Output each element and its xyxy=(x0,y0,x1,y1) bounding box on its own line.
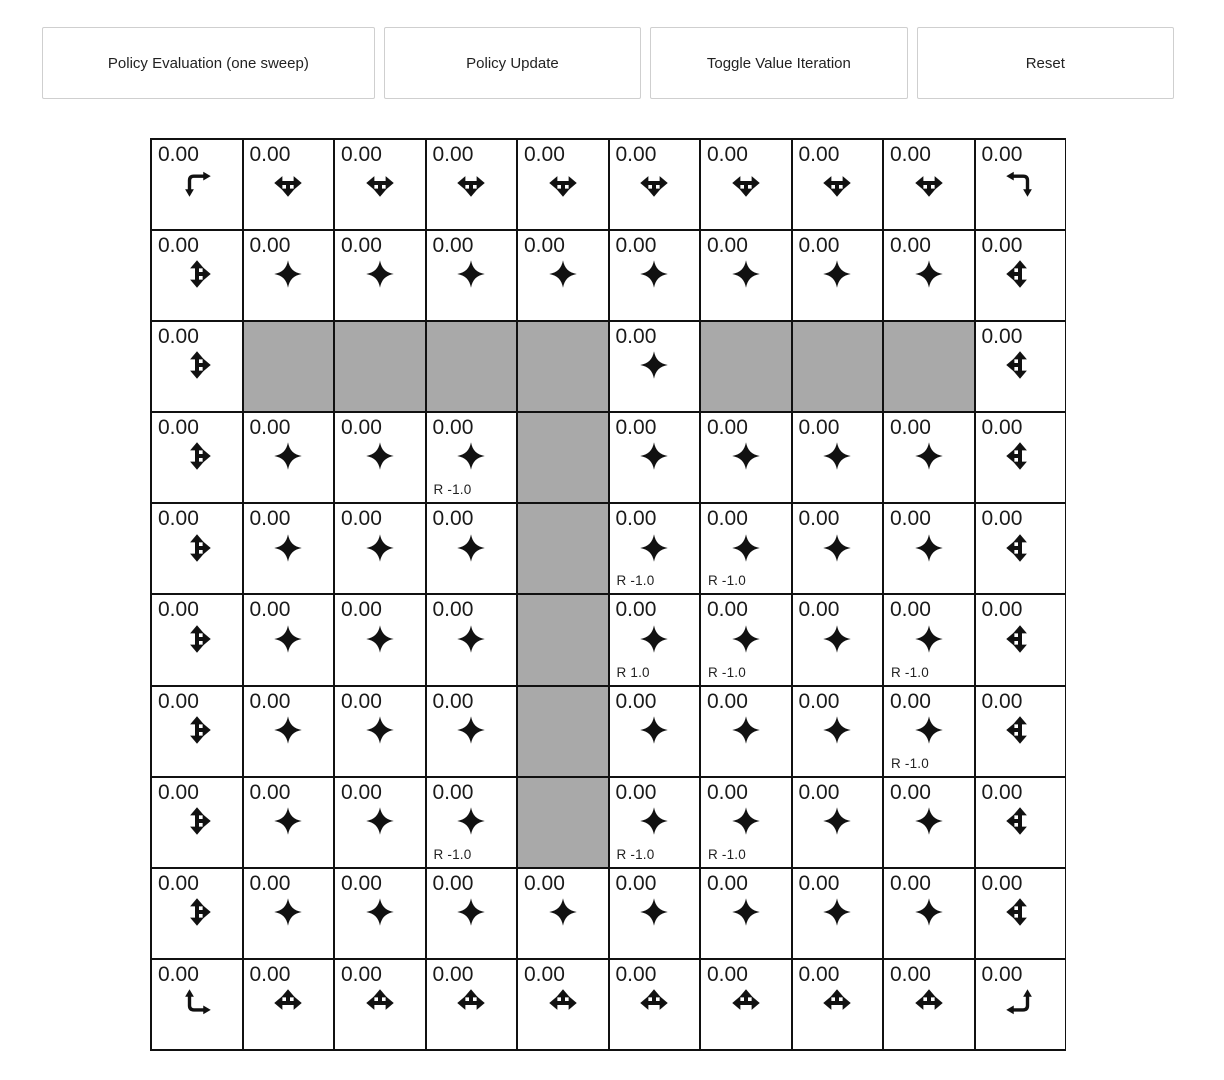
grid-cell-r4c7 xyxy=(792,503,884,594)
wall-cell-r2c4 xyxy=(517,321,609,412)
state-value: 0.00 xyxy=(615,780,657,804)
wall-cell-r2c2 xyxy=(334,321,426,412)
arrow-all-directions-icon xyxy=(639,806,669,836)
grid-cell-r3c5 xyxy=(609,412,701,503)
wall-cell-r6c4 xyxy=(517,686,609,777)
grid-cell-r0c2 xyxy=(334,139,426,230)
grid-cell-r4c0 xyxy=(151,503,243,594)
grid-cell-r9c6 xyxy=(700,959,792,1050)
state-value: 0.00 xyxy=(981,143,1023,166)
state-value: 0.00 xyxy=(341,689,382,713)
state-value: 0.00 xyxy=(707,143,748,166)
state-value: 0.00 xyxy=(707,416,748,440)
arrow-all-directions-icon xyxy=(914,533,944,563)
grid-cell-r8c9 xyxy=(975,868,1067,959)
reward-label: R -1.0 xyxy=(891,664,929,680)
arrow-left-right-down-icon xyxy=(731,168,761,198)
arrow-up-down-left-icon xyxy=(1005,624,1035,654)
arrow-all-directions-icon xyxy=(731,897,761,927)
arrow-all-directions-icon xyxy=(639,897,669,927)
grid-cell-r1c7 xyxy=(792,230,884,321)
state-value: 0.00 xyxy=(158,143,199,166)
grid-cell-r0c0 xyxy=(151,139,243,230)
state-value: 0.00 xyxy=(524,962,565,986)
arrow-all-directions-icon xyxy=(822,441,852,471)
arrow-all-directions-icon xyxy=(365,624,395,654)
grid-cell-r1c4 xyxy=(517,230,609,321)
state-value: 0.00 xyxy=(615,234,657,258)
grid-cell-r0c5 xyxy=(609,139,701,230)
arrow-all-directions-icon xyxy=(639,715,669,745)
grid-cell-r5c7 xyxy=(792,594,884,685)
grid-cell-r6c7 xyxy=(792,686,884,777)
arrow-all-directions-icon xyxy=(273,441,303,471)
arrow-all-directions-icon xyxy=(731,533,761,563)
arrow-left-right-down-icon xyxy=(548,168,578,198)
grid-cell-r9c3 xyxy=(426,959,518,1050)
state-value: 0.00 xyxy=(158,416,199,440)
arrow-up-down-right-icon xyxy=(182,806,212,836)
arrow-all-directions-icon xyxy=(273,715,303,745)
wall-cell-r4c4 xyxy=(517,503,609,594)
grid-cell-r0c6 xyxy=(700,139,792,230)
arrow-all-directions-icon xyxy=(456,259,486,289)
state-value: 0.00 xyxy=(890,143,931,166)
arrow-all-directions-icon xyxy=(456,533,486,563)
arrow-up-down-right-icon xyxy=(182,715,212,745)
arrow-all-directions-icon xyxy=(456,441,486,471)
arrow-all-directions-icon xyxy=(456,806,486,836)
state-value: 0.00 xyxy=(981,598,1023,622)
toolbar xyxy=(42,27,1174,99)
grid-cell-r6c3 xyxy=(426,686,518,777)
grid-cell-r9c4 xyxy=(517,959,609,1050)
arrow-all-directions-icon xyxy=(456,715,486,745)
arrow-all-directions-icon xyxy=(365,715,395,745)
state-value: 0.00 xyxy=(432,143,474,166)
grid-cell-r8c3 xyxy=(426,868,518,959)
state-value: 0.00 xyxy=(432,416,474,440)
arrow-all-directions-icon xyxy=(365,897,395,927)
arrow-all-directions-icon xyxy=(639,350,669,380)
state-value: 0.00 xyxy=(615,325,657,349)
arrow-up-down-right-icon xyxy=(182,624,212,654)
state-value: 0.00 xyxy=(432,871,474,895)
toggle-value-iteration-button[interactable]: Toggle Value Iteration xyxy=(650,27,907,99)
state-value: 0.00 xyxy=(890,689,931,713)
grid-cell-r1c1 xyxy=(243,230,335,321)
reward-label: R -1.0 xyxy=(708,664,746,680)
arrow-up-left-right-icon xyxy=(639,988,669,1018)
grid-cell-r9c9 xyxy=(975,959,1067,1050)
grid-cell-r8c0 xyxy=(151,868,243,959)
state-value: 0.00 xyxy=(798,416,840,440)
arrow-up-down-left-icon xyxy=(1005,441,1035,471)
arrow-up-down-left-icon xyxy=(1005,715,1035,745)
arrow-all-directions-icon xyxy=(731,259,761,289)
state-value: 0.00 xyxy=(249,780,291,804)
arrow-up-down-left-icon xyxy=(1005,533,1035,563)
arrow-up-left-icon xyxy=(1005,988,1035,1018)
gridworld-grid xyxy=(150,138,1066,1051)
grid-cell-r1c5 xyxy=(609,230,701,321)
state-value: 0.00 xyxy=(707,507,748,531)
arrow-all-directions-icon xyxy=(456,897,486,927)
state-value: 0.00 xyxy=(341,234,382,258)
arrow-up-down-right-icon xyxy=(182,350,212,380)
state-value: 0.00 xyxy=(249,962,291,986)
grid-cell-r7c6 xyxy=(700,777,792,868)
state-value: 0.00 xyxy=(981,507,1023,531)
grid-cell-r5c0 xyxy=(151,594,243,685)
grid-cell-r4c2 xyxy=(334,503,426,594)
state-value: 0.00 xyxy=(249,598,291,622)
grid-cell-r3c2 xyxy=(334,412,426,503)
arrow-all-directions-icon xyxy=(365,533,395,563)
grid-cell-r0c4 xyxy=(517,139,609,230)
grid-cell-r0c1 xyxy=(243,139,335,230)
state-value: 0.00 xyxy=(432,598,474,622)
reward-label: R -1.0 xyxy=(616,573,655,589)
grid-cell-r0c3 xyxy=(426,139,518,230)
state-value: 0.00 xyxy=(981,689,1023,713)
state-value: 0.00 xyxy=(158,780,199,804)
arrow-all-directions-icon xyxy=(639,259,669,289)
arrow-all-directions-icon xyxy=(731,441,761,471)
grid-cell-r0c7 xyxy=(792,139,884,230)
grid-cell-r9c1 xyxy=(243,959,335,1050)
state-value: 0.00 xyxy=(707,234,748,258)
arrow-up-down-right-icon xyxy=(182,897,212,927)
grid-cell-r3c7 xyxy=(792,412,884,503)
arrow-up-down-right-icon xyxy=(182,533,212,563)
grid-cell-r4c3 xyxy=(426,503,518,594)
state-value: 0.00 xyxy=(981,325,1023,349)
arrow-all-directions-icon xyxy=(914,624,944,654)
grid-cell-r8c8 xyxy=(883,868,975,959)
grid-cell-r5c9 xyxy=(975,594,1067,685)
grid-cell-r3c6 xyxy=(700,412,792,503)
grid-cell-r6c9 xyxy=(975,686,1067,777)
reward-label: R 1.0 xyxy=(616,664,650,680)
grid-cell-r3c1 xyxy=(243,412,335,503)
state-value: 0.00 xyxy=(707,871,748,895)
state-value: 0.00 xyxy=(249,416,291,440)
arrow-up-left-right-icon xyxy=(548,988,578,1018)
grid-cell-r6c2 xyxy=(334,686,426,777)
grid-cell-r5c6 xyxy=(700,594,792,685)
state-value: 0.00 xyxy=(707,689,748,713)
grid-cell-r1c6 xyxy=(700,230,792,321)
state-value: 0.00 xyxy=(432,780,474,804)
grid-cell-r9c5 xyxy=(609,959,701,1050)
grid-cell-r5c3 xyxy=(426,594,518,685)
grid-cell-r6c5 xyxy=(609,686,701,777)
arrow-left-right-down-icon xyxy=(273,168,303,198)
arrow-left-right-down-icon xyxy=(822,168,852,198)
arrow-all-directions-icon xyxy=(914,806,944,836)
arrow-left-right-down-icon xyxy=(456,168,486,198)
state-value: 0.00 xyxy=(981,962,1023,986)
grid-cell-r7c9 xyxy=(975,777,1067,868)
arrow-up-down-left-icon xyxy=(1005,897,1035,927)
arrow-left-right-down-icon xyxy=(914,168,944,198)
grid-cell-r7c8 xyxy=(883,777,975,868)
grid-cell-r0c9 xyxy=(975,139,1067,230)
arrow-all-directions-icon xyxy=(914,441,944,471)
grid-cell-r6c0 xyxy=(151,686,243,777)
state-value: 0.00 xyxy=(615,689,657,713)
state-value: 0.00 xyxy=(341,143,382,166)
arrow-all-directions-icon xyxy=(273,533,303,563)
grid-cell-r5c8 xyxy=(883,594,975,685)
state-value: 0.00 xyxy=(158,507,199,531)
grid-cell-r6c8 xyxy=(883,686,975,777)
state-value: 0.00 xyxy=(341,962,382,986)
state-value: 0.00 xyxy=(158,871,199,895)
arrow-all-directions-icon xyxy=(731,715,761,745)
state-value: 0.00 xyxy=(615,598,657,622)
arrow-all-directions-icon xyxy=(273,806,303,836)
state-value: 0.00 xyxy=(798,143,840,166)
state-value: 0.00 xyxy=(341,598,382,622)
state-value: 0.00 xyxy=(524,143,565,166)
arrow-all-directions-icon xyxy=(456,624,486,654)
arrow-all-directions-icon xyxy=(822,533,852,563)
arrow-all-directions-icon xyxy=(548,897,578,927)
grid-cell-r9c0 xyxy=(151,959,243,1050)
state-value: 0.00 xyxy=(615,143,657,166)
state-value: 0.00 xyxy=(524,871,565,895)
state-value: 0.00 xyxy=(798,598,840,622)
grid-cell-r3c8 xyxy=(883,412,975,503)
arrow-all-directions-icon xyxy=(273,259,303,289)
state-value: 0.00 xyxy=(249,143,291,166)
wall-cell-r2c7 xyxy=(792,321,884,412)
arrow-left-right-down-icon xyxy=(365,168,395,198)
grid-cell-r4c5 xyxy=(609,503,701,594)
state-value: 0.00 xyxy=(432,962,474,986)
reward-label: R -1.0 xyxy=(433,846,472,862)
state-value: 0.00 xyxy=(890,507,931,531)
state-value: 0.00 xyxy=(798,689,840,713)
grid-cell-r2c0 xyxy=(151,321,243,412)
state-value: 0.00 xyxy=(890,871,931,895)
grid-cell-r8c4 xyxy=(517,868,609,959)
grid-cell-r1c3 xyxy=(426,230,518,321)
grid-cell-r1c8 xyxy=(883,230,975,321)
grid-cell-r5c2 xyxy=(334,594,426,685)
grid-cell-r6c6 xyxy=(700,686,792,777)
state-value: 0.00 xyxy=(981,780,1023,804)
wall-cell-r2c3 xyxy=(426,321,518,412)
grid-cell-r8c2 xyxy=(334,868,426,959)
state-value: 0.00 xyxy=(798,871,840,895)
arrow-up-down-right-icon xyxy=(182,259,212,289)
state-value: 0.00 xyxy=(615,962,657,986)
arrow-right-down-icon xyxy=(182,168,212,198)
grid-cell-r7c0 xyxy=(151,777,243,868)
state-value: 0.00 xyxy=(981,871,1023,895)
state-value: 0.00 xyxy=(707,962,748,986)
state-value: 0.00 xyxy=(981,416,1023,440)
wall-cell-r7c4 xyxy=(517,777,609,868)
state-value: 0.00 xyxy=(615,507,657,531)
arrow-left-right-down-icon xyxy=(639,168,669,198)
grid-cell-r9c8 xyxy=(883,959,975,1050)
arrow-all-directions-icon xyxy=(914,715,944,745)
arrow-up-down-right-icon xyxy=(182,441,212,471)
reward-label: R -1.0 xyxy=(616,846,655,862)
arrow-all-directions-icon xyxy=(548,259,578,289)
policy-evaluation-button[interactable]: Policy Evaluation (one sweep) xyxy=(42,27,375,99)
grid-cell-r2c9 xyxy=(975,321,1067,412)
state-value: 0.00 xyxy=(615,871,657,895)
gridworld xyxy=(150,138,1224,1051)
arrow-up-down-left-icon xyxy=(1005,259,1035,289)
arrow-left-down-icon xyxy=(1005,168,1035,198)
state-value: 0.00 xyxy=(615,416,657,440)
state-value: 0.00 xyxy=(707,780,748,804)
arrow-up-right-icon xyxy=(182,988,212,1018)
arrow-all-directions-icon xyxy=(639,533,669,563)
state-value: 0.00 xyxy=(158,962,199,986)
grid-cell-r2c5 xyxy=(609,321,701,412)
grid-cell-r6c1 xyxy=(243,686,335,777)
policy-update-button[interactable]: Policy Update xyxy=(384,27,641,99)
reward-label: R -1.0 xyxy=(708,846,746,862)
arrow-all-directions-icon xyxy=(365,259,395,289)
state-value: 0.00 xyxy=(798,507,840,531)
grid-cell-r8c6 xyxy=(700,868,792,959)
state-value: 0.00 xyxy=(249,689,291,713)
state-value: 0.00 xyxy=(890,962,931,986)
arrow-all-directions-icon xyxy=(914,897,944,927)
state-value: 0.00 xyxy=(798,234,840,258)
arrow-all-directions-icon xyxy=(822,806,852,836)
wall-cell-r2c6 xyxy=(700,321,792,412)
state-value: 0.00 xyxy=(432,689,474,713)
arrow-up-down-left-icon xyxy=(1005,350,1035,380)
arrow-up-left-right-icon xyxy=(456,988,486,1018)
grid-cell-r7c2 xyxy=(334,777,426,868)
arrow-up-left-right-icon xyxy=(731,988,761,1018)
state-value: 0.00 xyxy=(249,507,291,531)
wall-cell-r5c4 xyxy=(517,594,609,685)
arrow-up-left-right-icon xyxy=(365,988,395,1018)
reward-label: R -1.0 xyxy=(708,573,746,589)
arrow-up-left-right-icon xyxy=(822,988,852,1018)
state-value: 0.00 xyxy=(249,871,291,895)
state-value: 0.00 xyxy=(341,416,382,440)
grid-cell-r4c8 xyxy=(883,503,975,594)
arrow-all-directions-icon xyxy=(639,624,669,654)
state-value: 0.00 xyxy=(158,325,199,349)
grid-cell-r4c9 xyxy=(975,503,1067,594)
arrow-all-directions-icon xyxy=(365,441,395,471)
arrow-all-directions-icon xyxy=(822,715,852,745)
arrow-up-down-left-icon xyxy=(1005,806,1035,836)
grid-cell-r4c6 xyxy=(700,503,792,594)
grid-cell-r3c9 xyxy=(975,412,1067,503)
arrow-all-directions-icon xyxy=(731,806,761,836)
state-value: 0.00 xyxy=(798,780,840,804)
arrow-all-directions-icon xyxy=(731,624,761,654)
state-value: 0.00 xyxy=(707,598,748,622)
state-value: 0.00 xyxy=(890,416,931,440)
grid-cell-r4c1 xyxy=(243,503,335,594)
state-value: 0.00 xyxy=(158,598,199,622)
state-value: 0.00 xyxy=(890,234,931,258)
state-value: 0.00 xyxy=(890,780,931,804)
grid-cell-r9c7 xyxy=(792,959,884,1050)
grid-cell-r7c1 xyxy=(243,777,335,868)
grid-cell-r1c0 xyxy=(151,230,243,321)
state-value: 0.00 xyxy=(890,598,931,622)
arrow-all-directions-icon xyxy=(822,259,852,289)
wall-cell-r3c4 xyxy=(517,412,609,503)
grid-cell-r1c9 xyxy=(975,230,1067,321)
reward-label: R -1.0 xyxy=(433,482,472,498)
state-value: 0.00 xyxy=(524,234,565,258)
state-value: 0.00 xyxy=(341,871,382,895)
state-value: 0.00 xyxy=(158,234,199,258)
arrow-all-directions-icon xyxy=(822,897,852,927)
grid-cell-r7c5 xyxy=(609,777,701,868)
arrow-all-directions-icon xyxy=(914,259,944,289)
state-value: 0.00 xyxy=(249,234,291,258)
grid-cell-r8c7 xyxy=(792,868,884,959)
state-value: 0.00 xyxy=(981,234,1023,258)
grid-cell-r7c3 xyxy=(426,777,518,868)
grid-cell-r3c0 xyxy=(151,412,243,503)
grid-cell-r5c1 xyxy=(243,594,335,685)
arrow-up-left-right-icon xyxy=(273,988,303,1018)
arrow-all-directions-icon xyxy=(822,624,852,654)
arrow-all-directions-icon xyxy=(639,441,669,471)
grid-cell-r3c3 xyxy=(426,412,518,503)
arrow-all-directions-icon xyxy=(273,897,303,927)
state-value: 0.00 xyxy=(341,507,382,531)
arrow-all-directions-icon xyxy=(365,806,395,836)
grid-cell-r1c2 xyxy=(334,230,426,321)
arrow-all-directions-icon xyxy=(273,624,303,654)
state-value: 0.00 xyxy=(432,507,474,531)
grid-cell-r0c8 xyxy=(883,139,975,230)
state-value: 0.00 xyxy=(798,962,840,986)
grid-cell-r9c2 xyxy=(334,959,426,1050)
wall-cell-r2c1 xyxy=(243,321,335,412)
state-value: 0.00 xyxy=(432,234,474,258)
grid-cell-r8c5 xyxy=(609,868,701,959)
arrow-up-left-right-icon xyxy=(914,988,944,1018)
grid-cell-r5c5 xyxy=(609,594,701,685)
reward-label: R -1.0 xyxy=(891,755,929,771)
grid-cell-r8c1 xyxy=(243,868,335,959)
wall-cell-r2c8 xyxy=(883,321,975,412)
reset-button[interactable]: Reset xyxy=(917,27,1174,99)
state-value: 0.00 xyxy=(158,689,199,713)
state-value: 0.00 xyxy=(341,780,382,804)
grid-cell-r7c7 xyxy=(792,777,884,868)
